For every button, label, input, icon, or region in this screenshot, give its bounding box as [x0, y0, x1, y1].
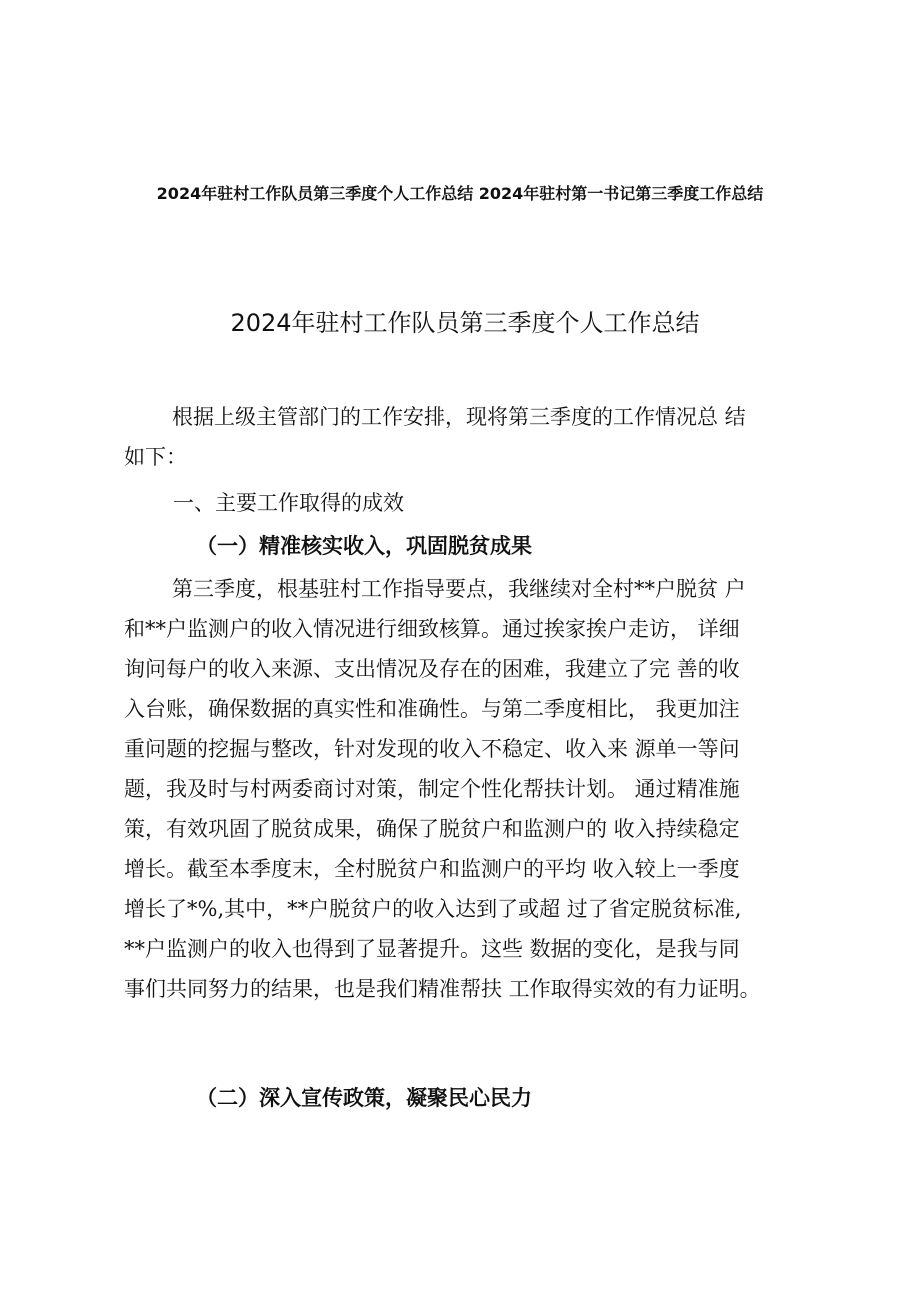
subsection-heading-policy-promotion: （二）深入宣传政策，凝聚民心民力 [196, 1085, 532, 1110]
paragraph-line: 重问题的挖掘与整改，针对发现的收入不稳定、收入来 源单一等问 [124, 737, 740, 761]
document-title: 2024年驻村工作队员第三季度个人工作总结 [230, 309, 700, 337]
paragraph-line: 策，有效巩固了脱贫成果，确保了脱贫户和监测户的 收入持续稳定 [124, 817, 740, 841]
paragraph-line: 增长了*%,其中，**户脱贫户的收入达到了或超 过了省定脱贫标准, [124, 897, 742, 921]
paragraph-line: 事们共同努力的结果，也是我们精准帮扶 工作取得实效的有力证明。 [124, 977, 761, 1001]
income-verification-paragraph [124, 569, 814, 1009]
paragraph-line: 增长。截至本季度末，全村脱贫户和监测户的平均 收入较上一季度 [124, 857, 740, 881]
document-header: 2024年驻村工作队员第三季度个人工作总结 2024年驻村第一书记第三季度工作总结 [156, 184, 764, 203]
intro-line-1: 根据上级主管部门的工作安排，现将第三季度的工作情况总 结 [172, 405, 746, 429]
paragraph-line: 询问每户的收入来源、支出情况及存在的困难，我建立了完 善的收 [124, 657, 740, 681]
paragraph-line: 题，我及时与村两委商讨对策，制定个性化帮扶计划。 通过精准施 [124, 777, 740, 801]
subsection-heading-income-verification: （一）精准核实收入，巩固脱贫成果 [196, 533, 532, 558]
intro-line-2: 如下： [124, 445, 187, 469]
paragraph-line: 和**户监测户的收入情况进行细致核算。通过挨家挨户走访， 详细 [124, 617, 740, 641]
paragraph-line: 第三季度，根基驻村工作指导要点，我继续对全村**户脱贫 户 [172, 577, 746, 601]
paragraph-line: 入台账，确保数据的真实性和准确性。与第二季度相比， 我更加注 [124, 697, 740, 721]
intro-paragraph [124, 397, 814, 477]
section-heading-main-achievements: 一、主要工作取得的成效 [173, 491, 404, 515]
paragraph-line: **户监测户的收入也得到了显著提升。这些 数据的变化，是我与同 [124, 937, 740, 961]
